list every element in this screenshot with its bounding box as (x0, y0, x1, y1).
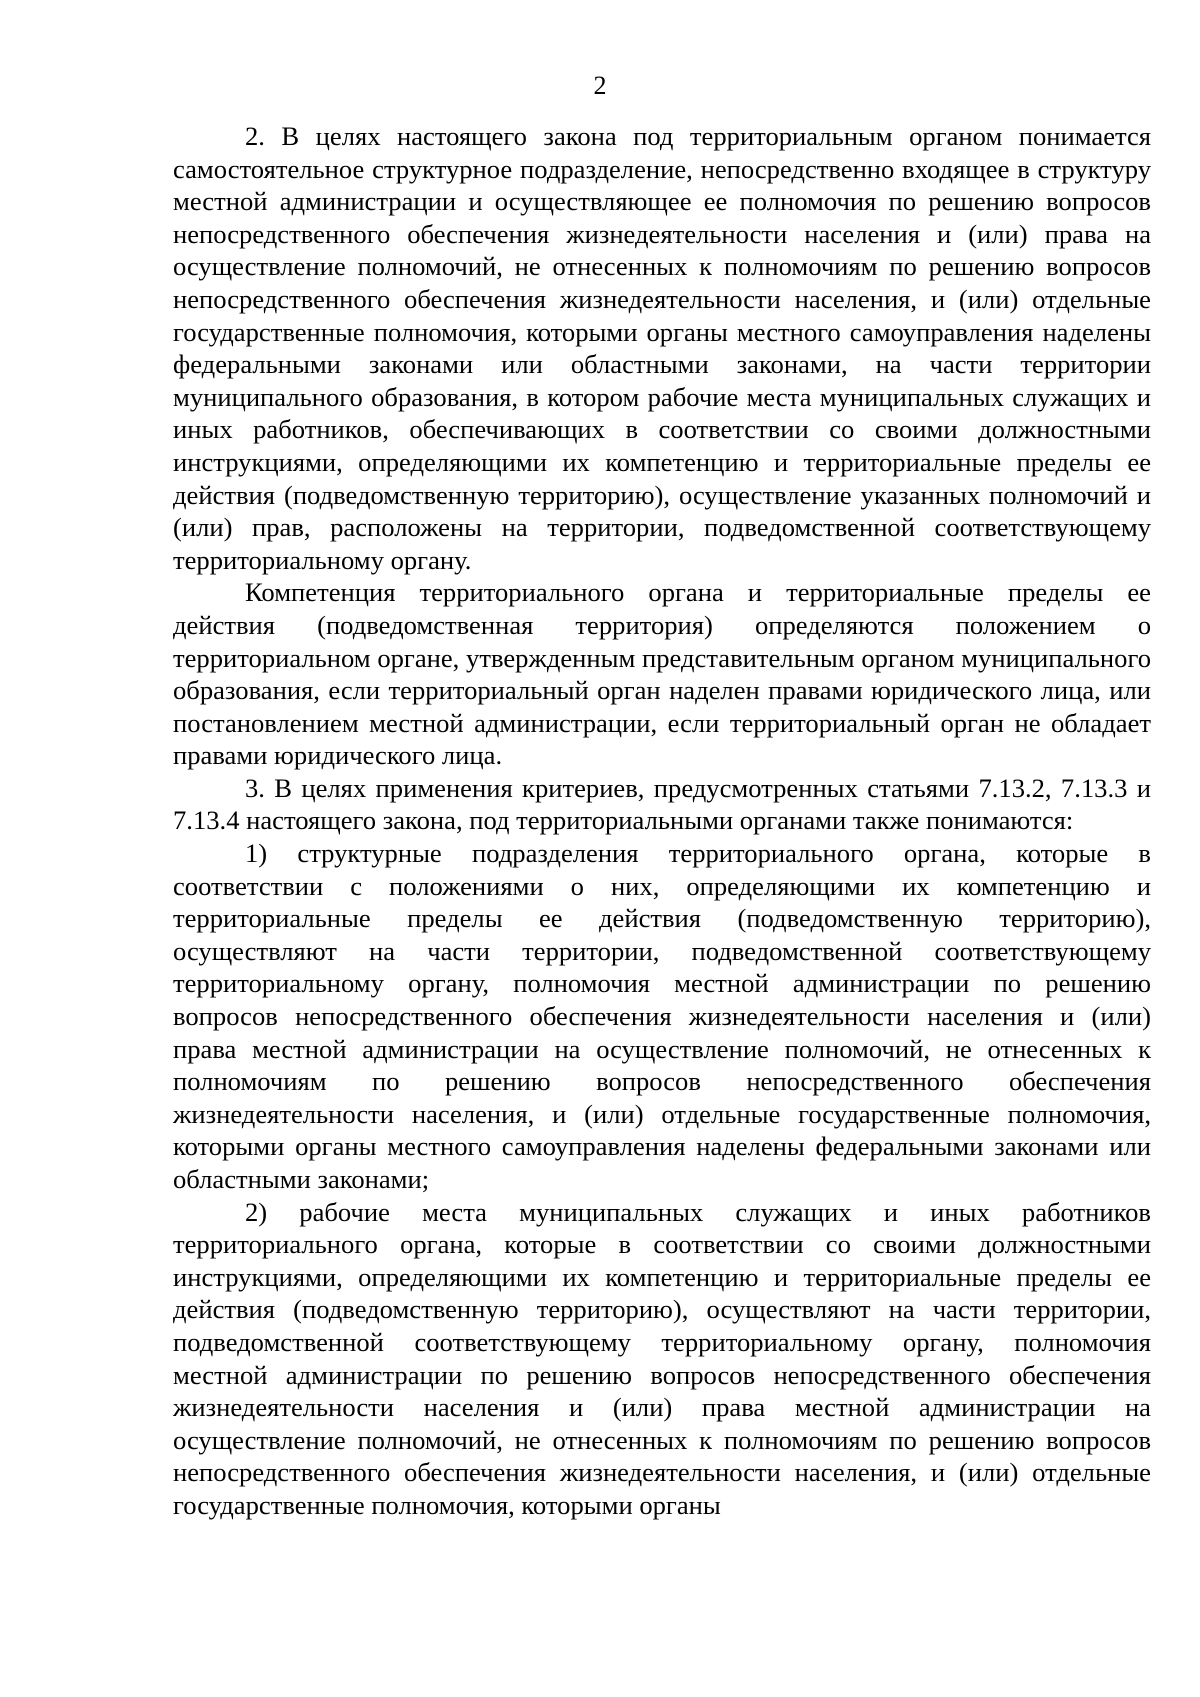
paragraph-2-definition: 2. В целях настоящего закона под территориальным органом понимается самостоятельное структурное подразделение, непосредственно входящее в структуру местной администрации и осуществляющее ее полномочия по решению вопросов непосредственного обеспечения жизнедеятельности населения и (или) права на осуществление полномочий, не отнесенных к полномочиям по решению вопросов непосредственного обеспечения жизнедеятельности населения, и (или) отдельные государственные полномочия, которыми органы местного самоуправления наделены федеральными законами или областными законами, на части территории муниципального образования, в котором рабочие места муниципальных служащих и иных работников, обеспечивающих в соответствии со своими должностными инструкциями, определяющими их компетенцию и территориальные пределы ее действия (подведомственную территорию), осуществление указанных полномочий и (или) прав, расположены на территории, подведомственной соответствующему территориальному органу. (173, 121, 1151, 575)
list-item-2-workplaces: 2) рабочие места муниципальных служащих и иных работников территориального органа, которые в соответствии со своими должностными инструкциями, определяющими их компетенцию и территориальные пределы ее действия (подведомственную территорию), осуществляют на части территории, подведомственной соответствующему территориальному органу, полномочия местной администрации по решению вопросов непосредственного обеспечения жизнедеятельности населения и (или) права местной администрации на осуществление полномочий, не отнесенных к полномочиям по решению вопросов непосредственного обеспечения жизнедеятельности населения, и (или) отдельные государственные полномочия, которыми органы (173, 1196, 1151, 1520)
page-number: 2 (593, 71, 607, 100)
list-item-1-structural-units: 1) структурные подразделения территориального органа, которые в соответствии с положениями о них, определяющими их компетенцию и территориальные пределы ее действия (подведомственную территорию), осуществляют на части территории, подведомственной соответствующему территориальному органу, полномочия местной администрации по решению вопросов непосредственного обеспечения жизнедеятельности населения и (или) права местной администрации на осуществление полномочий, не отнесенных к полномочиям по решению вопросов непосредственного обеспечения жизнедеятельности населения, и (или) отдельные государственные полномочия, которыми органы местного самоуправления наделены федеральными законами или областными законами; (173, 838, 1151, 1194)
document-body (173, 120, 1151, 1522)
paragraph-competence: Компетенция территориального органа и территориальные пределы ее действия (подведомственная территория) определяются положением о территориальном органе, утвержденным представительным органом муниципального образования, если территориальный орган наделен правами юридического лица, или постановлением местной администрации, если территориальный орган не обладает правами юридического лица. (173, 577, 1151, 771)
paragraph-3-criteria: 3. В целях применения критериев, предусмотренных статьями 7.13.2, 7.13.3 и 7.13.4 настоящего закона, под территориальными органами также понимаются: (173, 772, 1151, 836)
